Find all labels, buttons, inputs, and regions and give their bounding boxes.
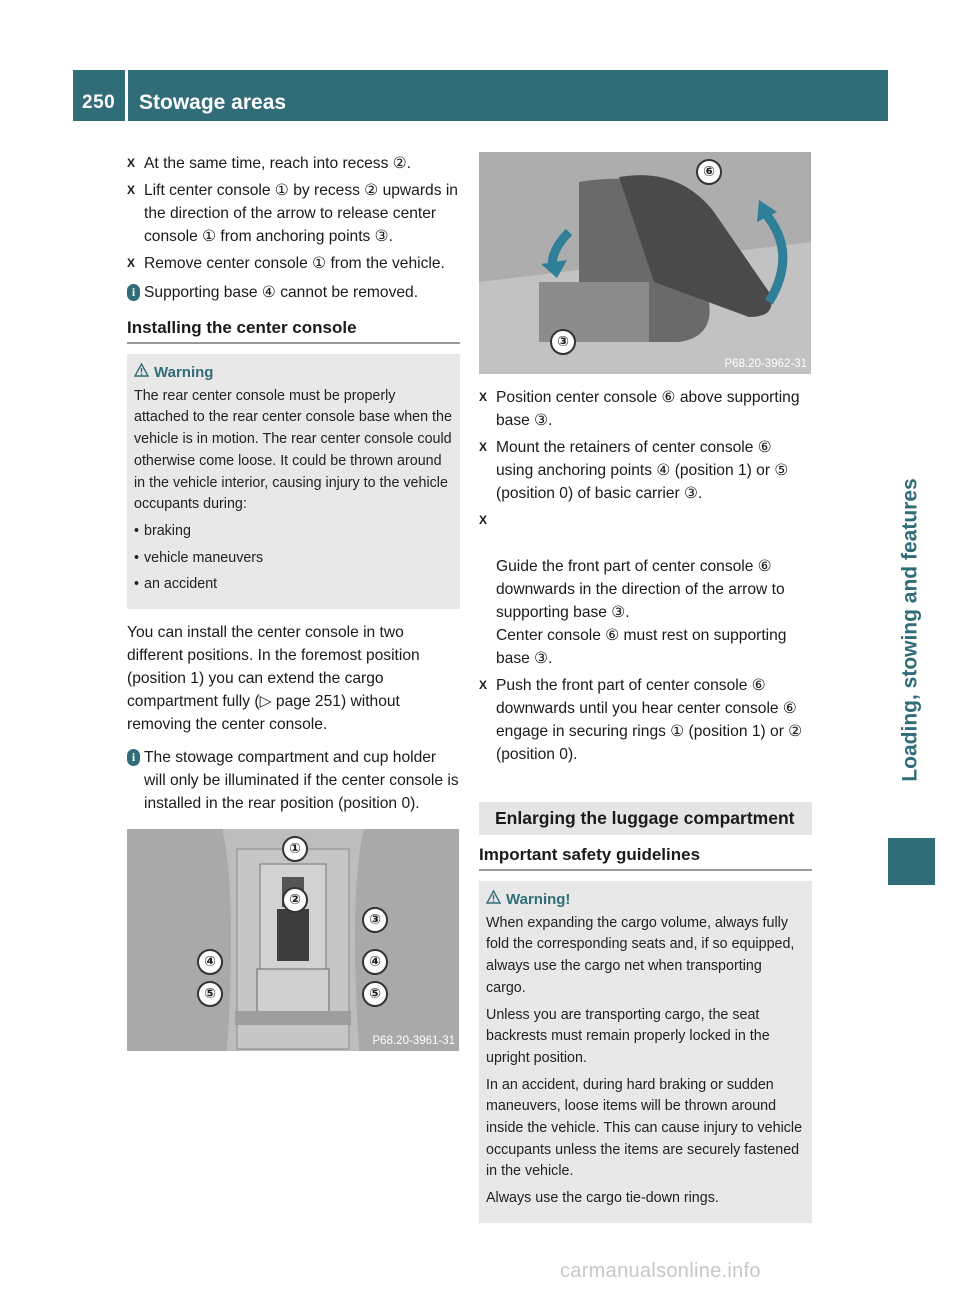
install-paragraph: You can install the center console in two different positions. In the foremost position (position 1) you can extend the cargo compartment fully (▷ page 251) without removing the center console. xyxy=(127,624,420,734)
step-arrow-icon: X xyxy=(479,678,488,692)
step xyxy=(127,179,460,248)
right-column xyxy=(479,152,812,1235)
callout-4-right: ④ xyxy=(362,949,388,975)
warning-text: The rear center console must be properly attached to the rear center console base when the vehicle is in motion. The rear center console could otherwise come loose. It could be thrown around in the vehicle interior, causing injury to the vehicle occupants during: xyxy=(134,387,452,513)
step-arrow-icon: X xyxy=(127,183,136,197)
subheading-installing: Installing the center console xyxy=(127,318,460,344)
side-tab-text: Loading, stowing and features xyxy=(899,478,923,782)
side-tab-label xyxy=(887,478,935,782)
step xyxy=(479,436,812,505)
warning-triangle-icon xyxy=(486,890,501,904)
warning-title: Warning! xyxy=(486,889,804,911)
step-arrow-icon: X xyxy=(479,513,488,527)
callout-4-left: ④ xyxy=(197,949,223,975)
figure-supporting-base xyxy=(127,829,459,1051)
warning-triangle-icon xyxy=(134,363,149,377)
info-note xyxy=(127,746,460,815)
step-text: Remove center console ① from the vehicle. xyxy=(144,255,445,272)
section-banner: Enlarging the luggage compartment xyxy=(479,802,812,835)
step-text: Position center console ⑥ above supporting base ③. xyxy=(496,389,800,429)
step-arrow-icon: X xyxy=(127,256,136,270)
step xyxy=(479,386,812,432)
step-text: Guide the front part of center console ⑥ downwards in the direction of the arrow to supporting base ③. Center console ⑥ must rest on supporting base ③. xyxy=(496,558,787,667)
info-icon: i xyxy=(127,749,140,766)
warning-bullet: • vehicle maneuvers xyxy=(134,548,452,570)
callout-5-left: ⑤ xyxy=(197,981,223,1007)
step xyxy=(127,152,460,175)
figure-center-console xyxy=(479,152,811,374)
callout-6: ⑥ xyxy=(696,159,722,185)
center-console-illustration xyxy=(479,152,811,374)
callout-1: ① xyxy=(282,836,308,862)
footer-watermark[interactable]: carmanualsonline.info xyxy=(560,1260,761,1282)
step-arrow-icon: X xyxy=(479,390,488,404)
warning-paragraph: In an accident, during hard braking or sudden maneuvers, loose items will be thrown around inside the vehicle. This can cause injury to vehicle occupants unless the items are securely fastened in the vehicle. xyxy=(486,1076,803,1180)
step-text: Mount the retainers of center console ⑥ using anchoring points ④ (position 1) or ⑤ (position 0) of basic carrier ③. xyxy=(496,439,789,502)
warning-paragraph: Always use the cargo tie-down rings. xyxy=(486,1190,719,1207)
warning-box xyxy=(127,354,460,609)
callout-3: ③ xyxy=(362,907,388,933)
callout-3: ③ xyxy=(550,329,576,355)
callout-2: ② xyxy=(282,887,308,913)
supporting-base-illustration xyxy=(127,829,459,1051)
warning-paragraph: Unless you are transporting cargo, the seat backrests must remain properly locked in the upright position. xyxy=(486,1006,770,1066)
step-text: Lift center console ① by recess ② upwards in the direction of the arrow to release center console ① from anchoring points ③. xyxy=(144,182,458,245)
warning-box xyxy=(479,881,812,1223)
info-icon: i xyxy=(127,284,140,301)
side-tab-marker xyxy=(888,838,935,885)
step-arrow-icon: X xyxy=(479,440,488,454)
step xyxy=(479,509,812,670)
info-text: Supporting base ④ cannot be removed. xyxy=(144,284,419,301)
figure-label: P68.20-3961-31 xyxy=(372,1035,455,1048)
step-text: At the same time, reach into recess ②. xyxy=(144,155,412,172)
callout-5-right: ⑤ xyxy=(362,981,388,1007)
step xyxy=(127,252,460,275)
step-arrow-icon: X xyxy=(127,156,136,170)
step xyxy=(479,674,812,766)
warning-bullet: • braking xyxy=(134,521,452,543)
warning-paragraph: When expanding the cargo volume, always fully fold the corresponding seats and, if so equipped, always use the cargo net when transporting cargo. xyxy=(486,914,795,996)
header-divider xyxy=(125,70,128,121)
subheading-safety: Important safety guidelines xyxy=(479,845,812,871)
section-title: Stowage areas xyxy=(139,91,287,114)
step-text: Push the front part of center console ⑥ downwards until you hear center console ⑥ engage in securing rings ① (position 1) or ② (position 0). xyxy=(496,677,803,763)
warning-title: Warning xyxy=(134,362,452,384)
warning-bullet: • an accident xyxy=(134,574,452,596)
page-number: 250 xyxy=(82,92,116,113)
left-column xyxy=(127,152,460,1051)
info-text: The stowage compartment and cup holder will only be illuminated if the center console is installed in the rear position (position 0). xyxy=(144,749,459,813)
info-note xyxy=(127,281,460,304)
figure-label: P68.20-3962-31 xyxy=(724,358,807,370)
